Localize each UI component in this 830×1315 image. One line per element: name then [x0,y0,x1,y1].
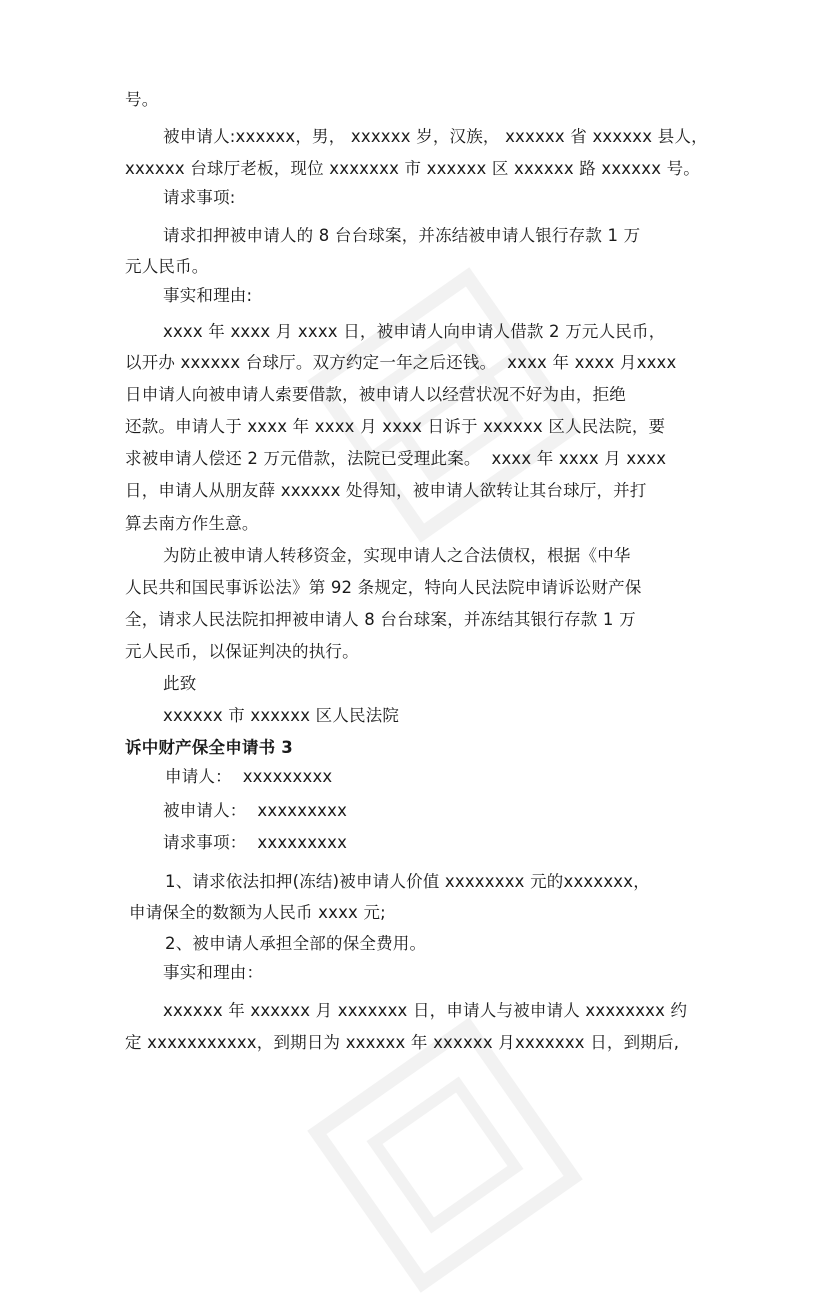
applicant-field: 申请人： xxxxxxxxx [165,767,333,786]
text-line: 号。 [125,90,159,109]
text-line: 定 xxxxxxxxxxx，到期日为 xxxxxx 年 xxxxxx 月xxxxxxx 日，到期后, [125,1033,680,1052]
closing-line: 此致 [163,674,197,693]
text-line: xxxx 年 xxxx 月 xxxx 日，被申请人向申请人借款 2 万元人民币， [163,322,666,341]
text-line: 日申请人向被申请人索要借款，被申请人以经营状况不好为由，拒绝 [125,385,626,404]
text-line: 元人民币。 [125,257,209,276]
text-line: 全，请求人民法院扣押被申请人 8 台台球案，并冻结其银行存款 1 万 [125,610,636,629]
text-line: 被申请人:xxxxxx，男， xxxxxx 岁，汉族， xxxxxx 省 xxxxxx 县人， [163,127,708,146]
text-line: 申请保全的数额为人民币 xxxx 元; [129,903,386,922]
text-line: 求被申请人偿还 2 万元借款，法院已受理此案。 xxxx 年 xxxx 月 xxxx [125,449,667,468]
text-line: 以开办 xxxxxx 台球厅。双方约定一年之后还钱。 xxxx 年 xxxx 月xxxx [125,353,677,372]
respondent-field: 被申请人： xxxxxxxxx [163,801,348,820]
text-line: xxxxxx 年 xxxxxx 月 xxxxxxx 日，申请人与被申请人 xxxxxxxx 约 [163,1001,688,1020]
text-line: 请求扣押被申请人的 8 台台球案，并冻结被申请人银行存款 1 万 [163,226,641,245]
text-line: 人民共和国民事诉讼法》第 92 条规定，特向人民法院申请诉讼财产保 [125,578,642,597]
text-line: 日，申请人从朋友薛 xxxxxx 处得知，被申请人欲转让其台球厅，并打 [125,481,647,500]
section-heading: 事实和理由： [163,963,264,982]
text-line: xxxxxx 台球厅老板，现位 xxxxxxx 市 xxxxxx 区 xxxxxx 路 xxxxxx 号。 [125,159,701,178]
section-heading: 事实和理由: [163,286,253,305]
text-line: 还款。申请人于 xxxx 年 xxxx 月 xxxx 日诉于 xxxxxx 区人民法院，要 [125,417,666,436]
list-item: 2、被申请人承担全部的保全费用。 [165,934,427,953]
request-field: 请求事项： xxxxxxxxx [163,833,348,852]
text-line: 元人民币，以保证判决的执行。 [125,642,359,661]
text-line: 为防止被申请人转移资金，实现申请人之合法债权，根据《中华 [163,546,631,565]
list-item: 1、请求依法扣押(冻结)被申请人价值 xxxxxxxx 元的xxxxxxx， [165,872,650,891]
section-heading: 请求事项: [163,188,236,207]
court-name: xxxxxx 市 xxxxxx 区人民法院 [163,706,400,725]
document-title: 诉中财产保全申请书 3 [125,738,293,757]
text-line: 算去南方作生意。 [125,514,259,533]
